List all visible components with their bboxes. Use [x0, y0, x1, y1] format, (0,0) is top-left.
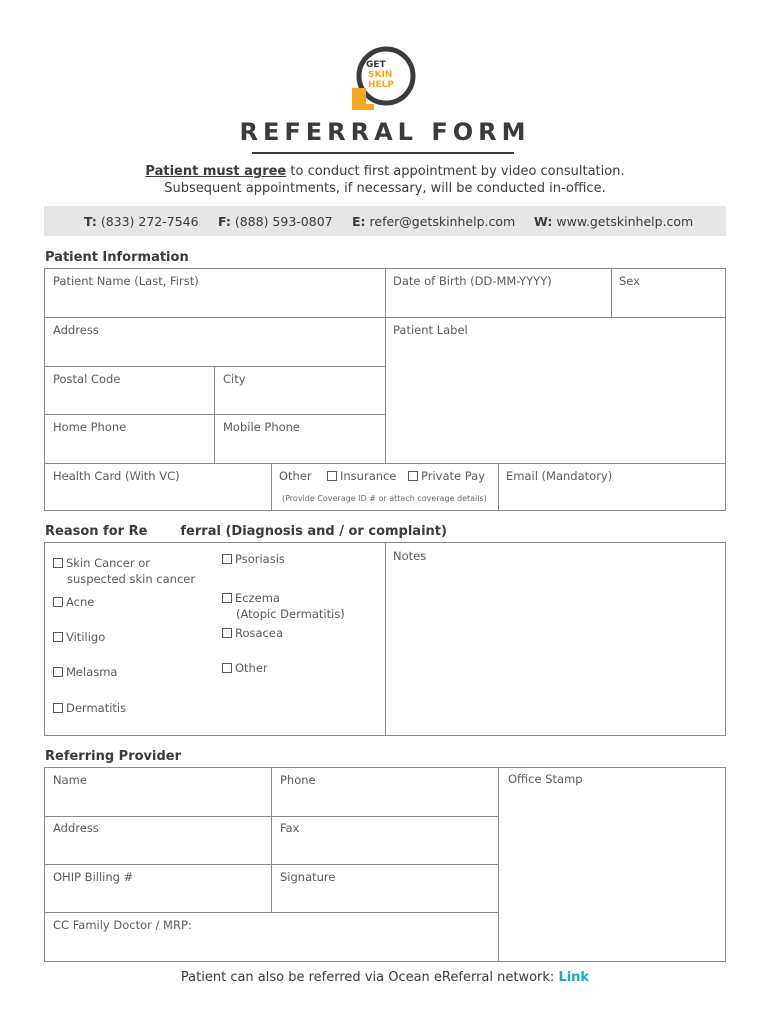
other-option[interactable] [222, 660, 268, 676]
melasma-checkbox[interactable] [53, 667, 63, 677]
dob-label: Date of Birth (DD-MM-YYYY) [393, 274, 552, 288]
provider-fax-field[interactable] [271, 816, 499, 865]
rosacea-label: Rosacea [235, 626, 283, 640]
vitiligo-option[interactable] [53, 629, 105, 645]
psoriasis-checkbox[interactable] [222, 554, 232, 564]
fax-label: F: [218, 214, 231, 229]
provider-heading: Referring Provider [45, 749, 181, 764]
footer-note [0, 970, 770, 985]
acne-checkbox[interactable] [53, 597, 63, 607]
health-card-label: Health Card (With VC) [53, 469, 180, 483]
logo-text-skin: SKIN [368, 70, 393, 80]
patient-name-field[interactable] [44, 268, 386, 318]
eczema-label-1: Eczema [235, 591, 280, 605]
eczema-option[interactable] [222, 590, 280, 606]
ohip-billing-label: OHIP Billing # [53, 870, 134, 884]
contact-email[interactable] [352, 214, 515, 229]
city-label: City [223, 372, 246, 386]
patient-name-label: Patient Name (Last, First) [53, 274, 199, 288]
health-card-field[interactable] [44, 463, 272, 511]
private-pay-label: Private Pay [421, 469, 486, 483]
provider-name-field[interactable] [44, 767, 272, 817]
footer-text: Patient can also be referred via Ocean eReferral network: [180, 970, 559, 985]
email-value[interactable]: refer@getskinhelp.com [365, 214, 516, 229]
private-pay-option[interactable] [408, 469, 485, 483]
website-value[interactable]: www.getskinhelp.com [552, 214, 694, 229]
address-label: Address [53, 323, 99, 337]
reason-heading [45, 524, 447, 539]
reason-heading-part-2: ferral (Diagnosis and / or complaint) [180, 524, 447, 539]
rosacea-checkbox[interactable] [222, 628, 232, 638]
provider-address-label: Address [53, 821, 99, 835]
skin-cancer-option[interactable] [53, 555, 150, 571]
mobile-phone-label: Mobile Phone [223, 420, 301, 434]
postal-code-field[interactable] [44, 366, 215, 415]
patient-label-field[interactable] [385, 317, 726, 464]
private-pay-checkbox[interactable] [408, 471, 418, 481]
logo-text-help: HELP [368, 80, 395, 90]
insurance-checkbox[interactable] [327, 471, 337, 481]
signature-label: Signature [280, 870, 336, 884]
contact-telephone [84, 214, 199, 229]
logo-text-get: GET [366, 60, 386, 70]
notes-label: Notes [393, 549, 427, 563]
telephone-value: (833) 272-7546 [96, 214, 199, 229]
intro-rest: to conduct first appointment by video consultation. [286, 164, 625, 179]
psoriasis-label: Psoriasis [235, 552, 285, 566]
contact-fax [218, 214, 333, 229]
title-underline [252, 152, 514, 154]
mobile-phone-field[interactable] [214, 414, 386, 464]
website-label: W: [534, 214, 553, 229]
sex-field[interactable] [611, 268, 726, 318]
form-title: REFERRAL FORM [239, 118, 531, 146]
reason-heading-part-1: Reason for Re [45, 524, 148, 539]
ocean-ereferral-link[interactable]: Link [558, 970, 590, 985]
cc-family-doctor-field[interactable] [44, 912, 499, 962]
patient-info-heading: Patient Information [45, 250, 189, 265]
psoriasis-option[interactable] [222, 551, 285, 567]
insurance-option[interactable] [327, 469, 396, 483]
sex-label: Sex [619, 274, 640, 288]
city-field[interactable] [214, 366, 386, 415]
coverage-note: (Provide Coverage ID # or attach coverage details) [282, 494, 487, 503]
office-stamp-field[interactable] [498, 767, 726, 962]
provider-name-label: Name [53, 773, 87, 787]
provider-phone-label: Phone [280, 773, 316, 787]
patient-label-label: Patient Label [393, 323, 468, 337]
eczema-checkbox[interactable] [222, 593, 232, 603]
melasma-option[interactable] [53, 664, 117, 680]
fax-value: (888) 593-0807 [230, 214, 333, 229]
skin-cancer-label-2: suspected skin cancer [67, 572, 196, 586]
dermatitis-label: Dermatitis [66, 701, 127, 715]
home-phone-field[interactable] [44, 414, 215, 464]
coverage-field [271, 463, 499, 511]
signature-field[interactable] [271, 864, 499, 913]
rosacea-option[interactable] [222, 625, 283, 641]
eczema-label-2: (Atopic Dermatitis) [236, 607, 345, 621]
other-label: Other [235, 661, 268, 675]
other-checkbox[interactable] [222, 663, 232, 673]
vitiligo-label: Vitiligo [66, 630, 106, 644]
diagnosis-options [44, 542, 386, 736]
email-field-label: Email (Mandatory) [506, 469, 613, 483]
melasma-label: Melasma [66, 665, 118, 679]
ohip-billing-field[interactable] [44, 864, 272, 913]
contact-website[interactable] [534, 214, 693, 229]
get-skin-help-logo [348, 44, 422, 114]
provider-fax-label: Fax [280, 821, 300, 835]
skin-cancer-checkbox[interactable] [53, 558, 63, 568]
email-label: E: [352, 214, 366, 229]
provider-address-field[interactable] [44, 816, 272, 865]
skin-cancer-label-1: Skin Cancer or [66, 556, 151, 570]
intro-line-2: Subsequent appointments, if necessary, will be conducted in-office. [164, 181, 606, 196]
vitiligo-checkbox[interactable] [53, 632, 63, 642]
intro-bold: Patient must agree [145, 164, 287, 179]
home-phone-label: Home Phone [53, 420, 127, 434]
provider-phone-field[interactable] [271, 767, 499, 817]
dermatitis-checkbox[interactable] [53, 703, 63, 713]
dermatitis-option[interactable] [53, 700, 126, 716]
acne-label: Acne [66, 595, 95, 609]
notes-field[interactable] [385, 542, 726, 736]
postal-code-label: Postal Code [53, 372, 121, 386]
insurance-label: Insurance [340, 469, 397, 483]
dob-field[interactable] [385, 268, 612, 318]
office-stamp-label: Office Stamp [508, 772, 583, 786]
address-field[interactable] [44, 317, 386, 367]
coverage-other-label: Other [279, 469, 312, 483]
cc-family-doctor-label: CC Family Doctor / MRP: [53, 918, 192, 932]
telephone-label: T: [84, 214, 97, 229]
intro-line-1 [0, 164, 770, 179]
email-field[interactable] [498, 463, 726, 511]
acne-option[interactable] [53, 594, 94, 610]
